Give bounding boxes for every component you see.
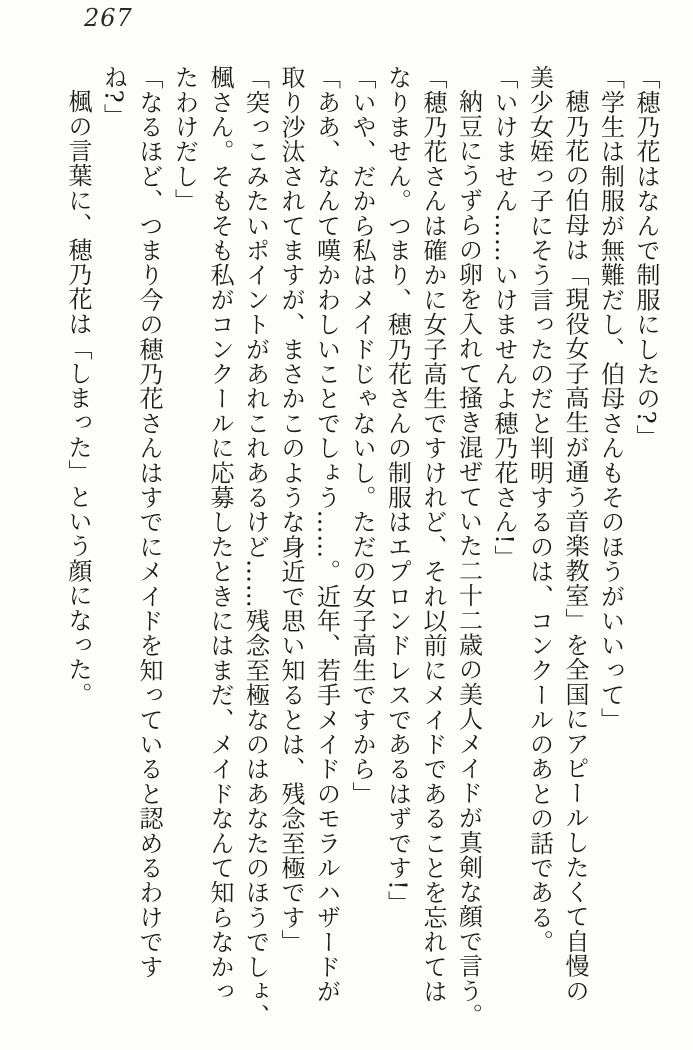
text-column: 「なるほど、つまり今の穂乃花さんはすでにメイドを知っていると認めるわけです: [135, 65, 163, 979]
text-column: 穂乃花の伯母は「現役女子高生が通う音楽教室」を全国にアピールしたくて自慢の: [561, 89, 589, 1003]
text-column: ね?」: [99, 65, 128, 128]
text-column: 楓さん。そもそも私がコンクールに応募したときにはまだ、メイドなんて知らなかっ: [206, 65, 234, 1004]
page-number: 267: [84, 4, 133, 32]
text-column: 「いけません……いけませんよ穂乃花さん!」: [490, 65, 518, 570]
text-column: 「突っこみたいポイントがあれこれあるけど……残念至極なのはあなたのほうでしょ、: [241, 65, 270, 1029]
text-column: 「穂乃花はなんで制服にしたの?」: [632, 65, 660, 450]
text-column: たわけだし」: [170, 65, 199, 214]
text-column: 「学生は制服が無難だし、伯母さんもそのほうがいいって」: [596, 65, 625, 732]
text-column: 「いや、だから私はメイドじゃないし。ただの女子高生ですから」: [348, 65, 376, 806]
text-column: 「ああ、なんて嘆かわしいことでしょう……。近年、若手メイドのモラルハザードが: [312, 65, 341, 1004]
text-column: 取り沙汰されてますが、まさかこのような身近で思い知るとは、残念至極です」: [277, 65, 305, 955]
text-column: 「穂乃花さんは確かに女子高生ですけれど、それ以前にメイドであることを忘れては: [419, 65, 447, 1004]
text-column: 楓の言葉に、穂乃花は「しまった」という顔になった。: [64, 89, 92, 707]
text-column: 納豆にうずらの卵を入れて掻き混ぜていた二十二歳の美人メイドが真剣な顔で言う。: [454, 89, 483, 1028]
text-column: なりません。つまり、穂乃花さんの制服はエプロンドレスであるはずです!」: [383, 65, 412, 916]
text-block: [60, 65, 664, 1029]
text-column: 美少女姪っ子にそう言ったのだと判明するのは、コンクールのあとの話である。: [525, 65, 554, 955]
